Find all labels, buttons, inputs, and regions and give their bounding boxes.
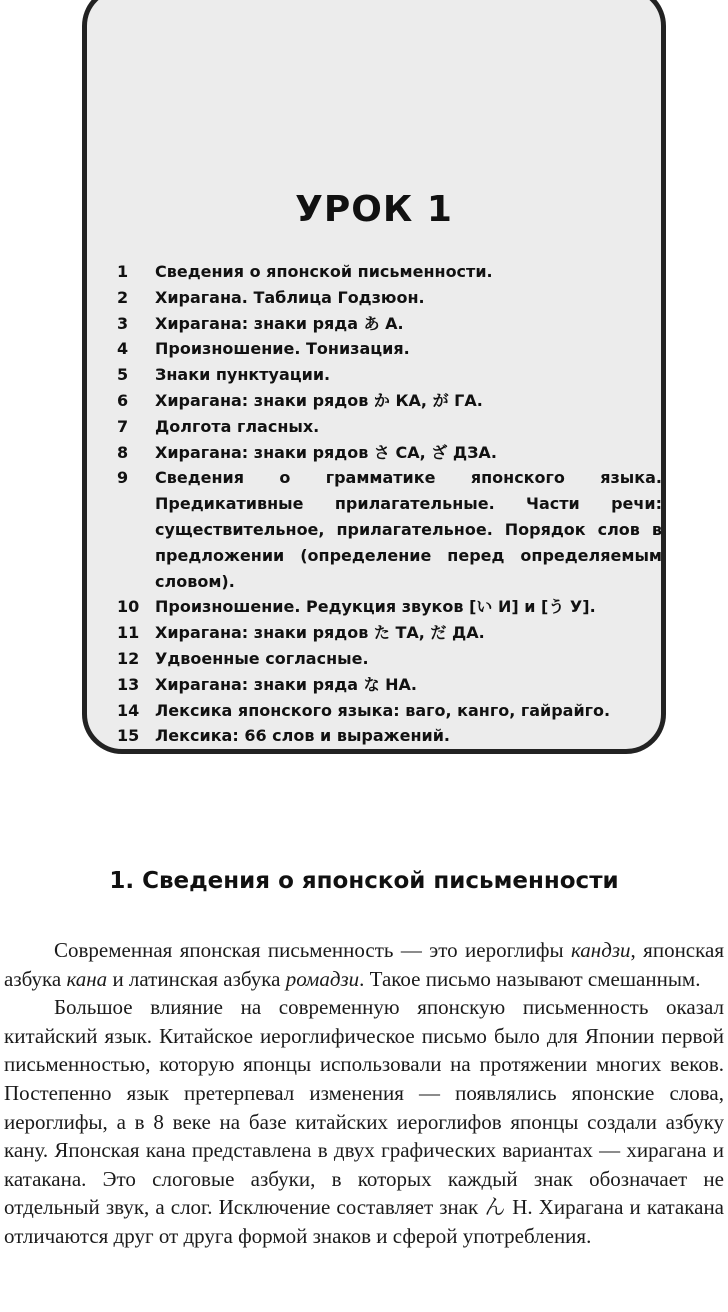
item-number: 1: [117, 262, 129, 281]
item-number: 7: [117, 416, 129, 436]
section-heading: 1. Сведения о японской письменности: [109, 868, 619, 894]
item-number: 15: [117, 726, 140, 746]
list-item: [117, 594, 662, 620]
item-number: 14: [117, 700, 140, 720]
list-item: [117, 362, 662, 388]
item-number: 2: [117, 287, 129, 307]
list-item: [117, 465, 662, 594]
item-number: 3: [117, 313, 129, 333]
item-number: 12: [117, 648, 140, 668]
paragraph-1: [4, 936, 724, 993]
text-run: . Такое письмо называют смешанным.: [359, 966, 701, 991]
item-text: Лексика: 66 слов и выражений.: [155, 726, 450, 746]
item-text: Хирагана: знаки рядов さ СА, ざ ДЗА.: [155, 442, 497, 462]
item-number: 5: [117, 365, 129, 385]
item-number: 8: [117, 442, 129, 462]
item-text: Удвоенные согласные.: [155, 648, 369, 668]
item-text: Сведения о грамматике японского языка. Предикативные прилагательные. Части речи: существительное, прилагательное. Порядок слов в предложении (определение перед определяемым словом).: [155, 468, 662, 591]
section-body: [4, 936, 724, 1251]
item-number: 11: [117, 623, 140, 643]
list-item: [117, 698, 662, 724]
item-number: 4: [117, 339, 129, 359]
item-text: Произношение. Редукция звуков [い И] и [う У].: [155, 597, 596, 617]
item-text: Долгота гласных.: [155, 416, 320, 436]
lesson-contents-box: [82, 0, 666, 754]
list-item: [117, 311, 662, 337]
item-number: 13: [117, 674, 140, 694]
term-romaji: ромадзи: [285, 966, 360, 991]
item-text: Хирагана: знаки рядов た ТА, だ ДА.: [155, 623, 485, 643]
item-number: 9: [117, 468, 129, 488]
paragraph-2: Большое влияние на современную японскую письменность оказал китайский язык. Китайское иероглифическое письмо было для Японии первой письменностью, которую японцы использовали на протяжении многих веков. Постепенно язык претерпевал изменения — появлялись японские слова, иероглифы, а в 8 веке на базе китайских иероглифов японцы создали азбуку кану. Японская кана представлена в двух графических вариантах — хирагана и катакана. Это слоговые азбуки, в которых каждый знак обозначает не отдельный звук, а слог. Исключение составляет знак ん Н. Хирагана и катакана отличаются друг от друга формой знаков и сферой употребления.: [4, 995, 724, 1248]
lesson-title: УРОК 1: [295, 189, 453, 230]
text-run: и латинская азбука: [107, 966, 286, 991]
item-text: Хирагана: знаки ряда な НА.: [155, 674, 418, 694]
text-run: Современная японская письменность — это иероглифы: [54, 938, 571, 962]
text-run: , японская азбука: [4, 938, 724, 991]
list-item: [117, 414, 662, 440]
list-item: [117, 440, 662, 466]
item-text: Сведения о японской письменности.: [155, 262, 493, 281]
list-item: [117, 723, 662, 749]
term-kanji: кандзи: [570, 938, 631, 962]
list-item: [117, 388, 662, 414]
item-text: Лексика японского языка: ваго, канго, гайрайго.: [155, 700, 611, 720]
lesson-contents-list: [117, 259, 662, 749]
item-text: Хирагана: знаки ряда あ А.: [155, 313, 404, 333]
term-kana: кана: [66, 966, 108, 991]
list-item: [117, 646, 662, 672]
item-number: 10: [117, 597, 140, 617]
list-item: [117, 336, 662, 362]
item-text: Знаки пунктуации.: [155, 365, 331, 385]
item-text: Хирагана. Таблица Годзюон.: [155, 287, 425, 307]
list-item: [117, 620, 662, 646]
list-item: [117, 672, 662, 698]
item-text: Хирагана: знаки рядов か КА, が ГА.: [155, 390, 483, 410]
item-text: Произношение. Тонизация.: [155, 339, 410, 359]
item-number: 6: [117, 390, 129, 410]
list-item: [117, 259, 662, 285]
list-item: [117, 285, 662, 311]
